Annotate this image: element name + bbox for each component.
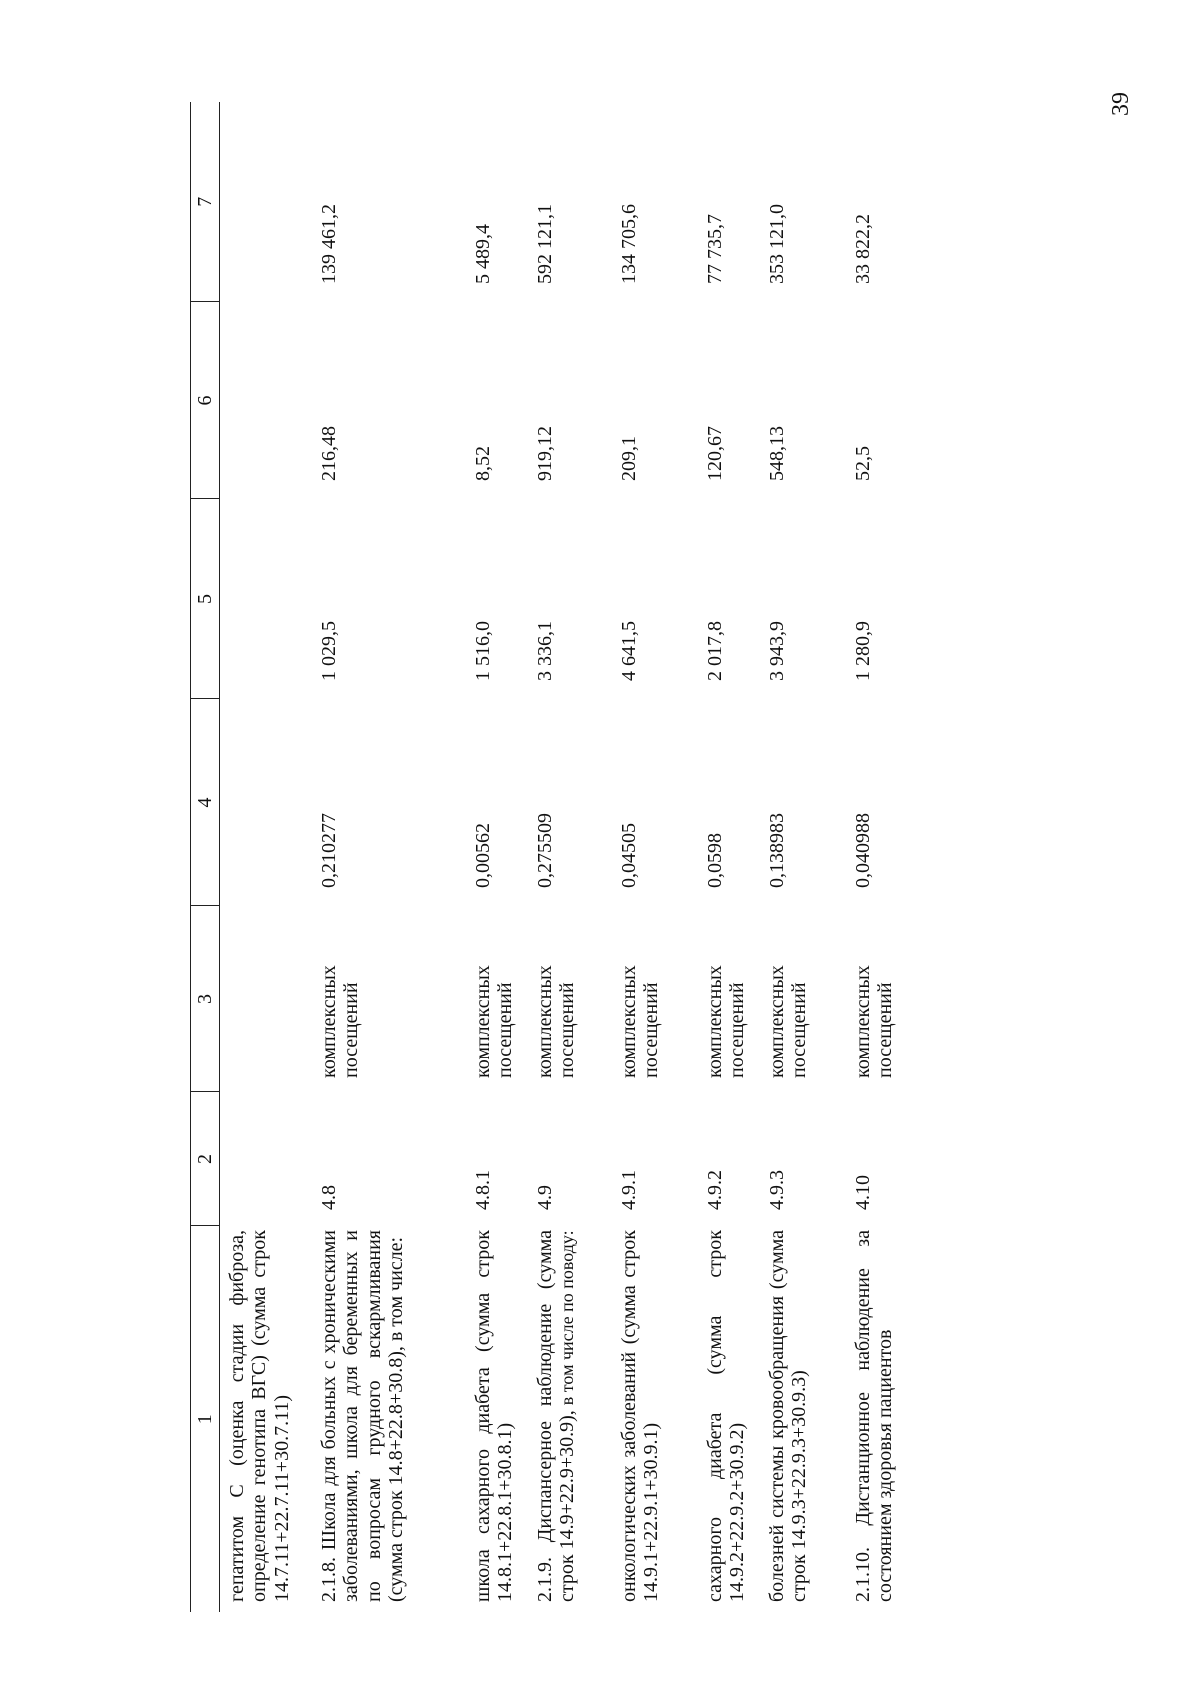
- row-name: 2.1.8. Школа для больных с хроническими заболеваниями, школа для беременных и по вопросам грудного вскармливания (сумма строк 14.8+22.8+30.8), в том числе:: [318, 1230, 408, 1602]
- row-value-6: 120,67: [704, 426, 726, 481]
- row-value-7: [220, 102, 311, 302]
- row-value-4: 0,275509: [534, 813, 556, 888]
- row-value-6: 209,1: [618, 436, 640, 481]
- row-unit: комплексных посещений: [318, 965, 363, 1078]
- table-row: [610, 102, 696, 1612]
- row-value-5: 1 516,0: [472, 621, 494, 681]
- row-name: онкологических заболеваний (сумма строк 14.9.1+22.9.1+30.9.1): [618, 1230, 663, 1602]
- row-code: 4.9.2: [704, 1170, 726, 1210]
- table-row: [220, 102, 311, 1612]
- row-code: 4.8.1: [472, 1170, 494, 1210]
- row-unit: комплексных посещений: [618, 965, 663, 1078]
- row-value-5: 1 280,9: [852, 621, 874, 681]
- row-unit: комплексных посещений: [766, 965, 811, 1078]
- row-unit: комплексных посещений: [534, 965, 579, 1078]
- row-name: школа сахарного диабета (сумма строк 14.8.1+22.8.1+30.8.1): [472, 1230, 517, 1602]
- row-value-6: 548,13: [766, 426, 788, 481]
- row-value-4: 0,210277: [318, 813, 340, 888]
- rotated-page-content: [190, 102, 1002, 1612]
- row-code: 4.10: [852, 1175, 874, 1210]
- row-name: гепатитом С (оценка стадии фиброза, определение генотипа ВГС) (сумма строк 14.7.11+22.7.11+30.7.11): [226, 1230, 293, 1602]
- row-name: 2.1.10. Дистанционное наблюдение за состоянием здоровья пациентов: [852, 1230, 897, 1602]
- table-row: [464, 102, 526, 1612]
- row-value-4: [220, 699, 311, 906]
- col-header-3: 3: [191, 906, 220, 1092]
- table-row: [310, 102, 464, 1612]
- row-value-6: 216,48: [318, 426, 340, 481]
- row-code: 4.9.1: [618, 1170, 640, 1210]
- row-name: сахарного диабета (сумма строк 14.9.2+22.9.2+30.9.2): [704, 1230, 749, 1602]
- row-unit: комплексных посещений: [472, 965, 517, 1078]
- row-value-5: 4 641,5: [618, 621, 640, 681]
- row-unit: [220, 906, 311, 1092]
- row-value-7: 134 705,6: [618, 204, 640, 284]
- row-value-7: 5 489,4: [472, 224, 494, 284]
- row-value-7: 33 822,2: [852, 214, 874, 284]
- row-value-7: 353 121,0: [766, 204, 788, 284]
- col-header-2: 2: [191, 1092, 220, 1226]
- row-value-5: 1 029,5: [318, 621, 340, 681]
- row-value-7: 77 735,7: [704, 214, 726, 284]
- col-header-6: 6: [191, 302, 220, 499]
- table-row: [696, 102, 758, 1612]
- table-row: [758, 102, 844, 1612]
- row-unit: комплексных посещений: [704, 965, 749, 1078]
- row-value-5: [220, 499, 311, 699]
- row-value-5: 3 336,1: [534, 621, 556, 681]
- row-value-4: 0,00562: [472, 823, 494, 888]
- table-row: [844, 102, 928, 1612]
- col-header-1: 1: [191, 1226, 220, 1612]
- row-value-6: 919,12: [534, 426, 556, 481]
- row-code: 4.9: [534, 1185, 556, 1210]
- row-value-4: 0,040988: [852, 813, 874, 888]
- row-value-6: 52,5: [852, 446, 874, 481]
- row-value-4: 0,04505: [618, 823, 640, 888]
- row-value-4: 0,0598: [704, 833, 726, 888]
- col-header-4: 4: [191, 699, 220, 906]
- header-row: [191, 102, 220, 1612]
- row-code: 4.9.3: [766, 1170, 788, 1210]
- col-header-7: 7: [191, 102, 220, 302]
- row-name: [526, 1226, 610, 1612]
- row-value-7: 139 461,2: [318, 204, 340, 284]
- data-table: [190, 102, 928, 1612]
- row-name-main: 2.1.9. Диспансерное наблюдение (сумма строк 14.9+22.9+30.9),: [534, 1230, 579, 1602]
- table-row: [526, 102, 610, 1612]
- row-unit: комплексных посещений: [852, 965, 897, 1078]
- row-code: [220, 1092, 311, 1226]
- col-header-5: 5: [191, 499, 220, 699]
- row-value-5: 3 943,9: [766, 621, 788, 681]
- row-value-5: 2 017,8: [704, 621, 726, 681]
- row-code: 4.8: [318, 1185, 340, 1210]
- row-name: болезней системы кровообращения (сумма строк 14.9.3+22.9.3+30.9.3): [766, 1230, 811, 1602]
- row-value-4: 0,138983: [766, 813, 788, 888]
- row-name-note: в том числе по поводу:: [557, 1230, 578, 1406]
- row-value-7: 592 121,1: [534, 204, 556, 284]
- page-number: 39: [1108, 92, 1134, 116]
- row-value-6: 8,52: [472, 446, 494, 481]
- row-value-6: [220, 302, 311, 499]
